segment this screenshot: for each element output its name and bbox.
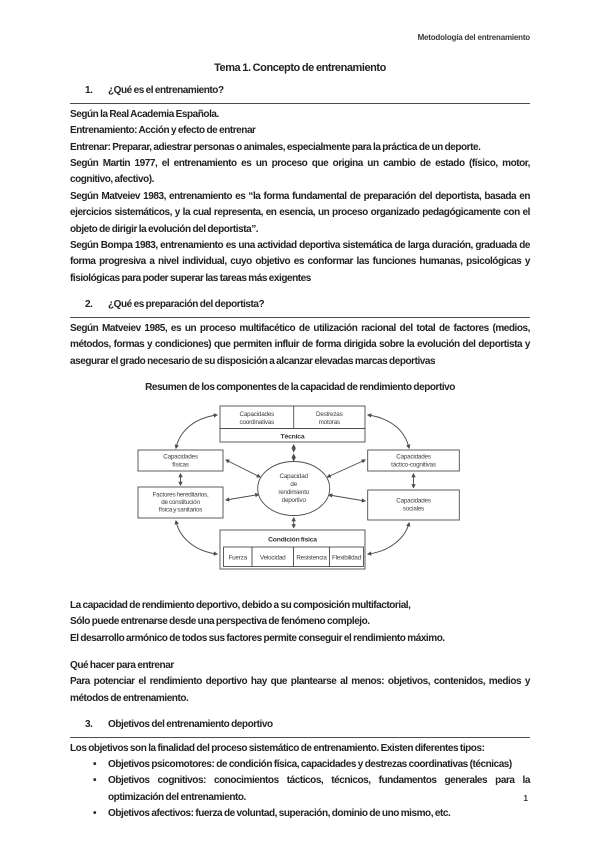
paragraph: Según Matveiev 1985, es un proceso multifacético de utilización racional del total de factores (medios, métodos, formas y condiciones) que permiten influir de forma dirigida sobre la evolución del deportista y asegurar el grado necesario de su disposición a alcanzar elevadas marcas deportivas: [70, 322, 530, 367]
list-item: • Objetivos afectivos: fuerza de voluntad, superación, dominio de uno mismo, etc.: [108, 806, 530, 822]
objectives-list: [70, 757, 530, 823]
paragraph: Sólo puede entrenarse desde una perspectiva de fenómeno complejo.: [70, 616, 370, 628]
paragraph: Entrenamiento: Acción y efecto de entrenar: [70, 125, 256, 137]
cell-label: Fuerza: [228, 554, 247, 562]
social-capacities-box: [368, 490, 460, 520]
box-label: físicas: [172, 461, 189, 469]
figure: [135, 398, 465, 581]
physical-capacities-box: [138, 450, 223, 471]
paragraph: Para potenciar el rendimiento deportivo hay que plantearse al menos: objetivos, contenidos, medios y métodos de entrenamiento.: [70, 676, 530, 704]
connector-arrow: [368, 415, 409, 448]
box-label: Capacidades: [396, 453, 431, 461]
paragraph: El desarrollo armónico de todos sus factores permite conseguir el rendimiento máximo.: [70, 632, 445, 644]
paragraph: Según Martin 1977, el entrenamiento es un proceso que origina un cambio de estado (físico, motor, cognitivo, afectivo).: [70, 158, 530, 186]
cell-label: Resistencia: [296, 554, 327, 562]
cell-label: Flexibilidad: [331, 554, 362, 562]
cell-label: coordinativas: [239, 419, 275, 427]
physical-condition-box: [220, 530, 365, 569]
cell-label: Técnica: [280, 433, 305, 441]
cell-label: motoras: [318, 419, 340, 427]
paragraph: Entrenar: Preparar, adiestrar personas o animales, especialmente para la práctica de un deporte.: [70, 141, 481, 153]
section-heading-text: ¿Qué es el entrenamiento?: [108, 85, 224, 97]
section-heading-text: ¿Qué es preparación del deportista?: [108, 299, 265, 311]
tactical-cognitive-box: [368, 450, 460, 471]
connector-arrow: [176, 415, 217, 448]
paragraph: Según la Real Academia Española.: [70, 108, 219, 120]
section-2-heading: [70, 297, 530, 317]
connector-arrow: [329, 495, 365, 501]
box-label: sociales: [402, 505, 425, 513]
section-heading-text: Objetivos del entrenamiento deportivo: [108, 719, 273, 731]
connector-arrow: [328, 460, 366, 477]
box-label: Capacidades: [163, 453, 198, 461]
ellipse-label: rendimiento: [278, 489, 310, 497]
section-number: 1.: [85, 85, 93, 97]
section-3-heading: [70, 717, 530, 737]
cell-label: Destrezas: [316, 411, 343, 419]
connector-arrow: [226, 460, 260, 477]
box-label: de constitución: [161, 499, 200, 507]
connector-arrow: [368, 523, 409, 554]
paragraph: Según Matveiev 1983, entrenamiento es “la forma fundamental de preparación del deportista, basada en ejercicios sistemáticos, y la cual representa, en esencia, un proceso organizado pedagógicamente con el objeto de dirigir la evolución del deportista”.: [70, 190, 530, 235]
cell-label: Velocidad: [259, 554, 286, 562]
document-body: [70, 60, 530, 823]
page-number: 1: [523, 794, 528, 803]
ellipse-label: Capacidad: [279, 473, 308, 481]
list-item: • Objetivos cognitivos: conocimientos tácticos, técnicos, fundamentos generales para la optimización del entrenamiento.: [108, 773, 530, 806]
connector-arrow: [226, 495, 259, 501]
performance-components-diagram: [135, 398, 465, 575]
box-label: Capacidades: [396, 497, 431, 505]
connector-arrow: [176, 521, 217, 554]
hereditary-factors-box: [138, 487, 223, 518]
list-item: • Objetivos psicomotores: de condición física, capacidades y destrezas coordinativas (técnicas): [108, 757, 530, 773]
paragraph: Según Bompa 1983, entrenamiento es una actividad deportiva sistemática de larga duración, graduada de forma progresiva a nivel individual, cuyo objetivo es conformar las funciones humanas, psicológicas y fisiológicas para poder superar las tareas más exigentes: [70, 240, 530, 284]
box-label: táctico-cognitivas: [391, 461, 436, 469]
section-number: 3.: [85, 719, 93, 731]
ellipse-label: de: [290, 481, 298, 489]
performance-capacity-ellipse: [258, 462, 330, 516]
figure-title: Resumen de los componentes de la capacidad de rendimiento deportivo: [145, 381, 455, 393]
subheading: Qué hacer para entrenar: [70, 659, 174, 671]
section-1-heading: [70, 83, 530, 103]
cell-label: Condición física: [268, 536, 317, 544]
running-header: Metodología del entrenamiento: [417, 33, 530, 42]
page-title: Tema 1. Concepto de entrenamiento: [214, 62, 386, 74]
technique-box: [220, 406, 365, 442]
box-label: Factores hereditarios,: [152, 491, 209, 499]
paragraph: Los objetivos son la finalidad del proceso sistemático de entrenamiento. Existen diferentes tipos:: [70, 742, 485, 754]
ellipse-label: deportivo: [281, 497, 306, 505]
box-label: física y sanitarios: [158, 506, 203, 514]
section-number: 2.: [85, 299, 93, 311]
cell-label: Capacidades: [239, 411, 275, 419]
paragraph: La capacidad de rendimiento deportivo, debido a su composición multifactorial,: [70, 599, 411, 611]
